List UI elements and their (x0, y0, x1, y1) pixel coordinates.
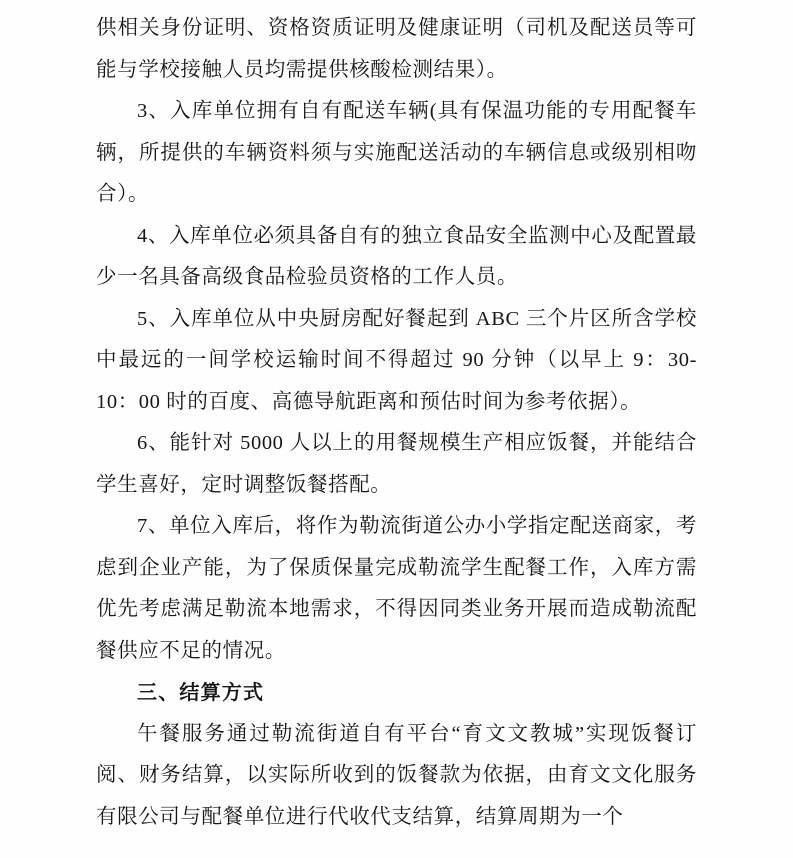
paragraph-item-7: 7、单位入库后，将作为勒流街道公办小学指定配送商家，考虑到企业产能，为了保质保量完成勒流学生配餐工作，入库方需优先考虑满足勒流本地需求，不得因同类业务开展而造成勒流配餐供应不足的情况。 (96, 515, 697, 662)
paragraph-item-4: 4、入库单位必须具备自有的独立食品安全监测中心及配置最少一名具备高级食品检验员资格的工作人员。 (96, 224, 697, 288)
section-heading-settlement-method: 三、结算方式 (137, 680, 265, 704)
paragraph-settlement: 午餐服务通过勒流街道自有平台“育文文教城”实现饭餐订阅、财务结算，以实际所收到的饭餐款为依据，由育文文化服务有限公司与配餐单位进行代收代支结算，结算周期为一个 (96, 722, 697, 828)
paragraph-continued-credentials: 供相关身份证明、资格资质证明及健康证明（司机及配送员等可能与学校接触人员均需提供核酸检测结果）。 (96, 17, 697, 81)
paragraph-item-3: 3、入库单位拥有自有配送车辆(具有保温功能的专用配餐车辆，所提供的车辆资料须与实施配送活动的车辆信息或级别相吻合）。 (96, 100, 697, 205)
document-body (96, 8, 697, 838)
paragraph-item-5: 5、入库单位从中央厨房配好餐起到 ABC 三个片区所含学校中最远的一间学校运输时间不得超过 90 分钟（以早上 9：30-10：00 时的百度、高德导航距离和预估时间为参考依据）。 (96, 307, 697, 413)
paragraph-item-6: 6、能针对 5000 人以上的用餐规模生产相应饭餐，并能结合学生喜好，定时调整饭餐搭配。 (96, 432, 697, 496)
